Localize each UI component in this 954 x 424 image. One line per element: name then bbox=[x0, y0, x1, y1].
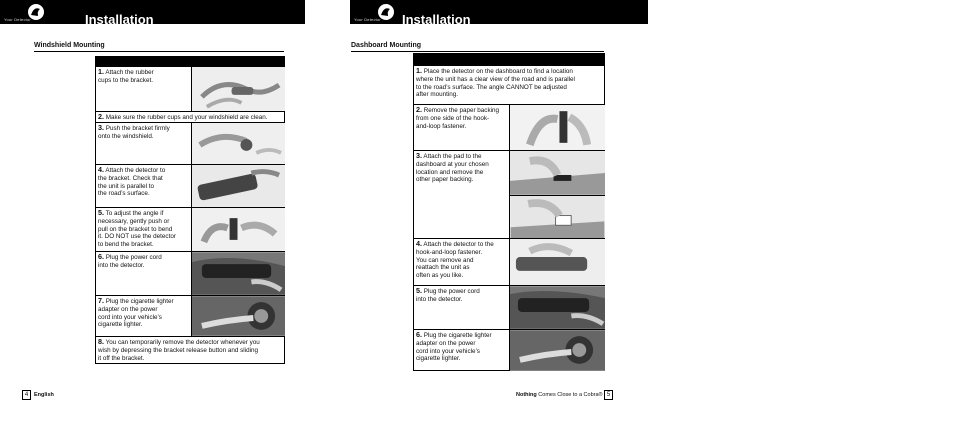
step-text: 1. Attach the rubber cups to the bracket. bbox=[98, 67, 154, 84]
step-row bbox=[414, 150, 604, 238]
illustration bbox=[191, 123, 285, 164]
step-row bbox=[96, 336, 284, 364]
page-number: 5 bbox=[604, 390, 613, 400]
illustration bbox=[191, 165, 285, 207]
step-text: 1. Place the detector on the dashboard to find a location where the unit has a clear view of the road and is parallel to the road’s surface. The angle CANNOT be adjusted after mounting. bbox=[416, 66, 575, 99]
step-text: 5. To adjust the angle if necessary, gently push or pull on the bracket to bend it. DO NOT use the detector to bend the bracket. bbox=[98, 208, 176, 249]
illustration bbox=[191, 252, 285, 295]
step-row bbox=[96, 122, 284, 164]
step-row bbox=[414, 238, 604, 285]
page-title: Installation bbox=[85, 12, 154, 27]
table-header-bar bbox=[414, 54, 604, 65]
section-title: Windshield Mounting bbox=[34, 42, 105, 49]
steps-table bbox=[413, 53, 605, 371]
section-rule bbox=[351, 51, 604, 52]
step-row bbox=[96, 164, 284, 207]
illustration bbox=[191, 296, 285, 336]
illustration bbox=[509, 286, 605, 329]
step-row bbox=[414, 104, 604, 150]
step-row bbox=[96, 295, 284, 336]
illustration bbox=[509, 151, 605, 195]
step-row bbox=[96, 66, 284, 111]
step-text: 5. Plug the power cord into the detector. bbox=[416, 286, 480, 303]
step-text: 6. Plug the power cord into the detector. bbox=[98, 252, 162, 269]
table-header-bar bbox=[96, 57, 284, 66]
step-row bbox=[96, 251, 284, 295]
illustration bbox=[509, 195, 605, 238]
step-row bbox=[96, 111, 284, 122]
step-row bbox=[414, 65, 604, 104]
step-text: 4. Attach the detector to the hook-and-loop fastener. You can remove and reattach the unit as often as you like. bbox=[416, 239, 494, 280]
step-text: 6. Plug the cigarette lighter adapter on the power cord into your vehicle’s cigarette lighter. bbox=[416, 330, 492, 363]
step-row bbox=[414, 329, 604, 371]
right-header-bar bbox=[350, 0, 648, 27]
header-tag: Your Detector bbox=[4, 17, 31, 22]
illustration bbox=[191, 67, 285, 111]
steps-table bbox=[95, 56, 285, 364]
step-row bbox=[96, 207, 284, 251]
step-text: 2. Remove the paper backing from one side of the hook- and-loop fastener. bbox=[416, 105, 500, 130]
illustration bbox=[509, 330, 605, 371]
left-header-bar bbox=[0, 0, 305, 27]
illustration bbox=[509, 105, 605, 150]
section-title: Dashboard Mounting bbox=[351, 42, 421, 49]
step-row bbox=[414, 285, 604, 329]
step-text: 2. Make sure the rubber cups and your windshield are clean. bbox=[98, 112, 268, 121]
step-text: 7. Plug the cigarette lighter adapter on the power cord into your vehicle’s cigarette lighter. bbox=[98, 296, 174, 329]
illustration bbox=[191, 208, 285, 251]
header-tag: Your Detector bbox=[354, 17, 381, 22]
section-rule bbox=[34, 51, 284, 52]
footer-language: English bbox=[34, 392, 54, 398]
footer-slogan: Nothing Comes Close to a Cobra® bbox=[516, 392, 603, 398]
page-number: 4 bbox=[22, 390, 31, 400]
page-title: Installation bbox=[402, 12, 471, 27]
step-text: 8. You can temporarily remove the detector whenever you wish by depressing the bracket release button and sliding it off the bracket. bbox=[98, 337, 260, 362]
step-text: 4. Attach the detector to the bracket. Check that the unit is parallel to the road’s surface. bbox=[98, 165, 166, 198]
step-text: 3. Push the bracket firmly onto the windshield. bbox=[98, 123, 170, 140]
illustration bbox=[509, 239, 605, 285]
step-text: 3. Attach the pad to the dashboard at your chosen location and remove the other paper backing. bbox=[416, 151, 489, 184]
